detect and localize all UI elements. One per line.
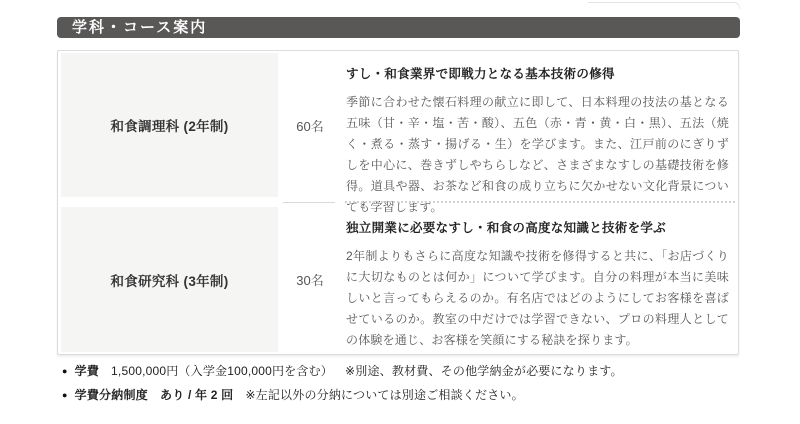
section-title: 学科・コース案内 — [72, 19, 208, 36]
course-capacity-cell: 60名 — [296, 118, 324, 134]
note-label: 学費分納制度 あり / 年 2 回 — [74, 388, 234, 402]
note-tuition — [62, 360, 762, 384]
cropped-panel-edge — [588, 2, 740, 9]
note-label: 学費 — [74, 364, 100, 378]
table-row-washoku-kenkyu — [61, 207, 735, 352]
course-description-cell — [342, 53, 735, 214]
course-table — [57, 50, 739, 355]
course-description: 2年制よりもさらに高度な知識や技術を修得すると共に、「お店づくりに大切なものとは何か」について学びます。自分の料理が本当に美味しいと言ってもらえるのか。有名店ではどのようにしてお客様を喜ばせているのか。教室の中だけでは学習できない、プロの料理人としての体験を通じ、お客様を笑顔にする秘訣を探ります。 — [346, 249, 729, 347]
bullet-icon: ● — [62, 390, 68, 400]
divider-dotted-segment — [345, 201, 735, 203]
course-description-cell — [342, 207, 735, 352]
divider-solid-segment — [283, 202, 335, 203]
course-headline: すし・和食業界で即戦力となる基本技術の修得 — [346, 67, 615, 81]
bullet-icon: ● — [62, 366, 68, 376]
note-installment — [62, 384, 762, 408]
table-row-washoku-chori — [61, 53, 735, 214]
course-name-cell: 和食調理科 (2年制) — [61, 53, 278, 197]
tuition-notes — [62, 360, 762, 408]
note-remark: ※左記以外の分納については別途ご相談ください。 — [245, 388, 524, 402]
course-name-cell: 和食研究科 (3年制) — [61, 207, 278, 352]
note-remark: ※別途、教材費、その他学納金が必要になります。 — [345, 364, 623, 378]
section-heading-bar — [57, 17, 740, 38]
course-description: 季節に合わせた懐石料理の献立に即して、日本料理の技法の基となる五味（甘・辛・塩・苦・酸）、五色（赤・青・黄・白・黒）、五法（焼く・煮る・蒸す・揚げる・生）を学びます。また、江戸前のにぎりずしを中心に、巻きずしやちらしなど、さまざまなすしの基礎技術を修得。道具や器、お茶など和食の成り立ちに欠かせない文化背景についても学習します。 — [346, 95, 729, 214]
course-capacity-cell: 30名 — [296, 273, 324, 288]
note-value: 1,500,000円（入学金100,000円を含む） — [111, 364, 334, 378]
course-headline: 独立開業に必要なすし・和食の高度な知識と技術を学ぶ — [346, 221, 667, 235]
